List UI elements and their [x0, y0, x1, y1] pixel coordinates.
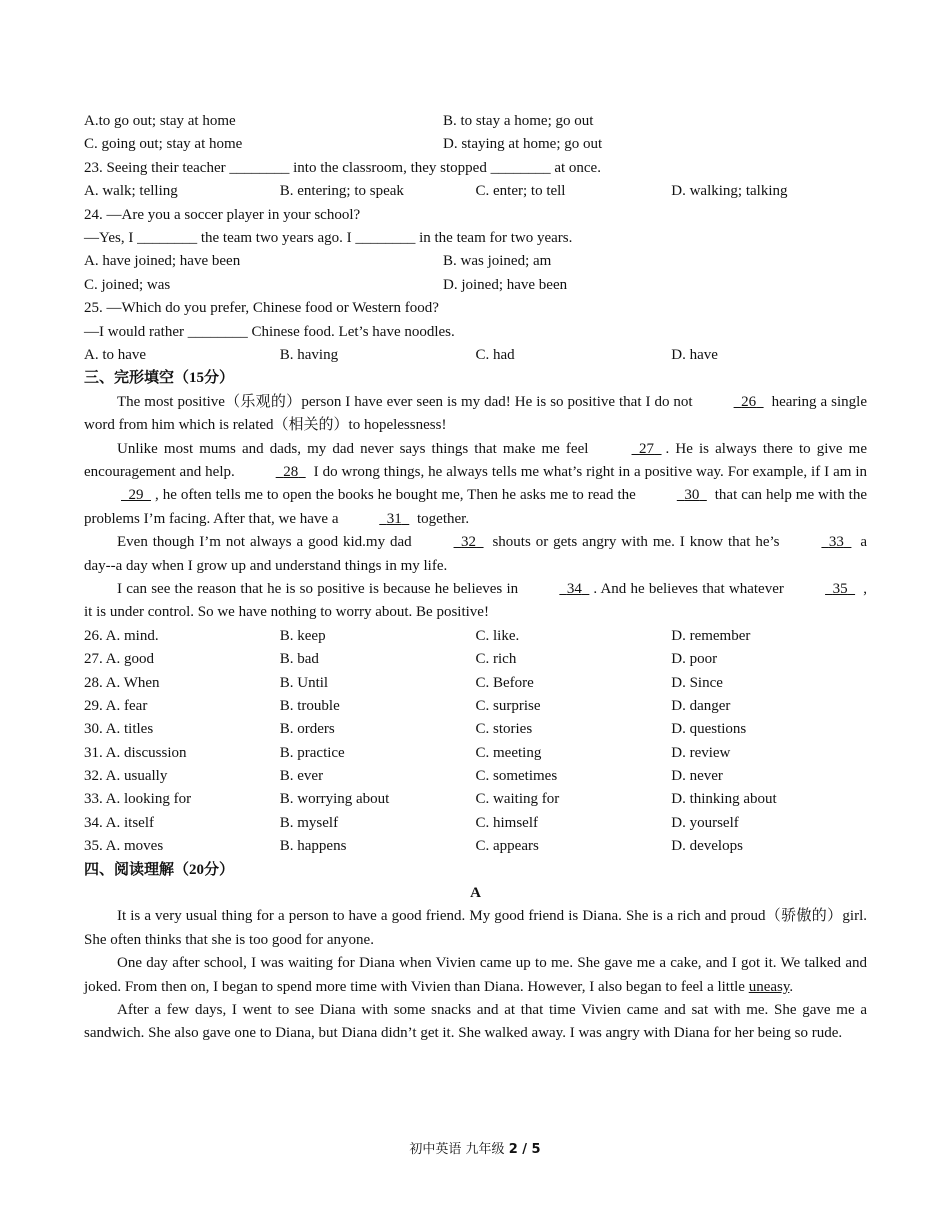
exam-page [84, 110, 867, 1046]
text: One day after school, I was waiting for Diana when Vivien came up to me. She gave me a cake, and I got it. We talked and joked. From then on, I began to spend more time with Vivien than Diana. However, I also began to feel a little [84, 955, 867, 995]
q24-options-row2 [84, 274, 867, 297]
option-c: C. surprise [475, 697, 541, 714]
option-row-28 [84, 672, 867, 695]
text: . He is always there to give me encouragement and help. [84, 440, 867, 480]
option-c: C. stories [475, 721, 533, 738]
option-row-26 [84, 625, 867, 648]
text: , he often tells me to open the books he bought me, Then he asks me to read the [155, 487, 640, 504]
option-d: D. questions [671, 721, 747, 738]
text: hearing a single word from him which is related（相关的）to hopelessness! [84, 393, 867, 434]
option-row-31 [84, 742, 867, 765]
option-b: B. ever [279, 768, 324, 785]
q22-options-row2 [84, 133, 867, 156]
option-c: C. going out; stay at home [84, 136, 243, 153]
blank-29 [84, 484, 155, 507]
underlined-word: uneasy [748, 978, 790, 995]
blank-number: 35 [832, 580, 848, 597]
option-b: B. entering; to speak [279, 183, 404, 200]
option-a: 32. A. usually [84, 768, 168, 785]
option-d: D. thinking about [671, 791, 777, 808]
option-d: D. yourself [671, 814, 739, 831]
option-b: B. having [279, 346, 339, 363]
text: Unlike most mums and dads, my dad never says things that make me feel [117, 440, 595, 457]
option-d: D. Since [671, 674, 723, 691]
blank-number: 33 [828, 534, 844, 551]
option-b: B. orders [279, 721, 335, 738]
option-c: C. sometimes [475, 768, 558, 785]
option-d: D. remember [671, 627, 751, 644]
option-d: D. staying at home; go out [443, 136, 603, 153]
option-row-34 [84, 812, 867, 835]
option-d: D. never [671, 768, 723, 785]
blank-number: 32 [461, 534, 477, 551]
reading-paragraph-2 [84, 952, 867, 999]
option-d: D. walking; talking [671, 183, 788, 200]
option-a: A. have joined; have been [84, 253, 241, 270]
option-b: B. was joined; am [443, 253, 552, 270]
option-row-35 [84, 835, 867, 858]
option-b: B. keep [279, 627, 326, 644]
reading-paragraph-1: It is a very usual thing for a person to have a good friend. My good friend is Diana. She is a rich and proud（骄傲的）girl. She often thinks that she is too good for anyone. [84, 908, 867, 948]
option-c: C. appears [475, 838, 539, 855]
option-b: B. bad [279, 651, 319, 668]
cloze-paragraph-4 [84, 578, 867, 625]
option-a: 30. A. titles [84, 721, 154, 738]
blank-number: 29 [128, 487, 144, 504]
option-d: D. develops [671, 838, 743, 855]
q23-options [84, 180, 867, 203]
cloze-paragraph-1 [84, 391, 867, 438]
q23-stem: 23. Seeing their teacher ________ into the classroom, they stopped ________ at once. [84, 159, 601, 176]
option-a: A.to go out; stay at home [84, 113, 236, 129]
option-b: B. Until [279, 674, 329, 691]
option-a: 28. A. When [84, 674, 160, 691]
option-c: C. himself [475, 814, 538, 831]
option-b: B. practice [279, 744, 345, 761]
option-a: 33. A. looking for [84, 791, 192, 808]
q24-stem2: —Yes, I ________ the team two years ago. I ________ in the team for two years. [84, 229, 573, 246]
option-b: B. myself [279, 814, 339, 831]
option-c: C. waiting for [475, 791, 560, 808]
text: that can help me with the problems I’m facing. After that, we have a [84, 487, 868, 527]
blank-number: 30 [684, 487, 700, 504]
blank-34 [522, 578, 593, 601]
blank-number: 34 [566, 580, 582, 597]
option-a: 26. A. mind. [84, 627, 159, 644]
option-b: B. worrying about [279, 791, 390, 808]
q25-stem2: —I would rather ________ Chinese food. Let’s have noodles. [84, 323, 455, 340]
text: together. [413, 510, 470, 527]
option-a: 31. A. discussion [84, 744, 187, 761]
blank-27 [595, 438, 666, 461]
blank-number: 26 [741, 393, 757, 410]
text: , it is under control. So we have nothing to worry about. Be positive! [84, 580, 868, 621]
reading-paragraph-3: After a few days, I went to see Diana with some snacks and at that time Vivien came and sat with me. She gave me a sandwich. She also gave one to Diana, but Diana didn’t get it. She walked away. I was angry with Diana for her being so rude. [84, 1002, 867, 1042]
blank-number: 31 [386, 510, 402, 527]
text: The most positive（乐观的）person I have ever seen is my dad! He is so positive that I do not [117, 393, 697, 410]
cloze-paragraph-2 [84, 438, 867, 532]
blank-26 [697, 391, 768, 414]
text: . [789, 978, 794, 995]
option-c: C. enter; to tell [475, 183, 566, 200]
option-a: 34. A. itself [84, 814, 154, 831]
option-a: 27. A. good [84, 651, 155, 668]
blank-28 [239, 461, 310, 484]
passage-label: A [470, 885, 481, 902]
text: . And he believes that whatever [593, 580, 789, 597]
q24-options-row1 [84, 250, 867, 273]
option-row-33 [84, 788, 867, 811]
section-4-title: 四、阅读理解（20分） [84, 861, 235, 878]
text: I do wrong things, he always tells me what’s right in a positive way. For example, if I am in [309, 463, 867, 480]
blank-number: 27 [639, 440, 655, 457]
text: shouts or gets angry with me. I know that he’s [487, 534, 785, 551]
option-b: B. to stay a home; go out [443, 113, 594, 129]
option-row-30 [84, 718, 867, 741]
q25-stem1: 25. —Which do you prefer, Chinese food or Western food? [84, 300, 439, 317]
option-row-27 [84, 648, 867, 671]
footer-text: 初中英语 九年级 [409, 1142, 509, 1157]
blank-31 [342, 508, 413, 531]
option-a: A. to have [84, 346, 147, 363]
blank-30 [640, 484, 711, 507]
option-d: D. danger [671, 697, 731, 714]
option-c: C. rich [475, 651, 517, 668]
option-a: 29. A. fear [84, 697, 148, 714]
section-3-title: 三、完形填空（15分） [84, 370, 235, 387]
option-c: C. meeting [475, 744, 542, 761]
q25-options [84, 344, 867, 367]
text: a day--a day when I grow up and understand things in my life. [84, 534, 867, 574]
option-d: D. review [671, 744, 731, 761]
option-row-32 [84, 765, 867, 788]
option-c: C. had [475, 346, 515, 363]
option-d: D. joined; have been [443, 276, 568, 293]
option-c: C. Before [475, 674, 534, 691]
option-a: 35. A. moves [84, 838, 164, 855]
page-footer [0, 1138, 950, 1157]
blank-33 [784, 531, 855, 554]
page-number: 2 / 5 [508, 1142, 541, 1157]
q22-options-row1 [84, 110, 867, 133]
option-row-29 [84, 695, 867, 718]
option-c: C. joined; was [84, 276, 171, 293]
option-d: D. poor [671, 651, 718, 668]
text: Even though I’m not always a good kid.my dad [117, 534, 417, 551]
option-a: A. walk; telling [84, 183, 178, 200]
option-c: C. like. [475, 627, 520, 644]
cloze-paragraph-3 [84, 531, 867, 578]
option-d: D. have [671, 346, 718, 363]
blank-32 [417, 531, 488, 554]
blank-35 [788, 578, 859, 601]
option-b: B. trouble [279, 697, 340, 714]
text: I can see the reason that he is so positive is because he believes in [117, 580, 523, 597]
option-b: B. happens [279, 838, 347, 855]
blank-number: 28 [283, 463, 299, 480]
q24-stem1: 24. —Are you a soccer player in your school? [84, 206, 361, 223]
